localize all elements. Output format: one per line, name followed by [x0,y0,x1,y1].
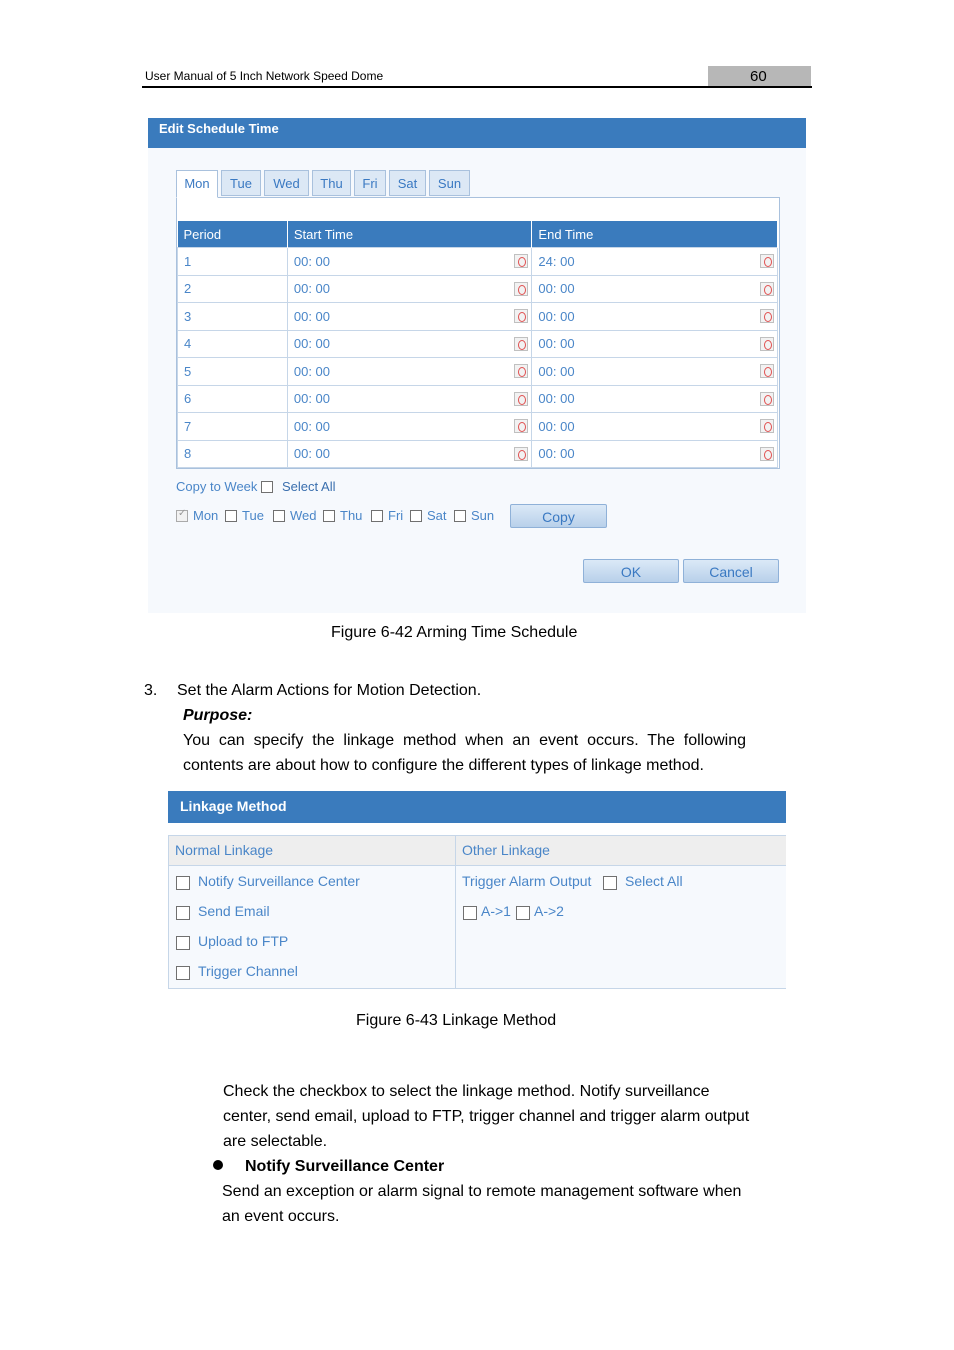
time-picker-icon[interactable] [760,282,774,296]
body-para-line-2: center, send email, upload to FTP, trigger channel and trigger alarm output [223,1108,750,1125]
period-cell-value: 4 [184,336,192,352]
tab-tue[interactable]: Tue [221,170,261,196]
upload-to-ftp-checkbox[interactable] [176,936,190,950]
copy-day-label-sun: Sun [471,508,495,523]
copy-button[interactable]: Copy [510,504,607,528]
end-time-cell[interactable] [532,358,778,386]
period-cell [178,413,288,441]
end-time-cell-value: 00: 00 [538,336,575,352]
table-row [178,303,778,331]
time-picker-icon[interactable] [514,392,528,406]
purpose-line-2: contents are about how to configure the different types of linkage method. [183,757,704,774]
tab-wed[interactable]: Wed [264,170,309,196]
start-time-cell-value: 00: 00 [293,308,331,324]
column-header-end-time: End Time [532,221,778,248]
step-number: 3. [144,682,158,699]
body-para2-line-2: an event occurs. [222,1208,340,1225]
alarm-output-a2-checkbox[interactable] [516,906,530,920]
schedule-dialog-title: Edit Schedule Time [159,121,279,136]
end-time-cell-value: 00: 00 [538,281,575,297]
copy-day-label-fri: Fri [388,508,404,523]
start-time-cell[interactable] [287,413,532,441]
body-para-line-1: Check the checkbox to select the linkage method. Notify surveillance [223,1083,710,1100]
purpose-label: Purpose: [183,707,253,724]
copy-day-checkbox-mon[interactable] [176,510,188,522]
schedule-table [177,221,778,468]
time-picker-icon[interactable] [514,309,528,323]
end-time-cell[interactable] [532,275,778,303]
column-header-start-time: Start Time [287,221,532,248]
period-cell-value: 7 [184,418,192,434]
trigger-channel-checkbox[interactable] [176,966,190,980]
end-time-cell[interactable] [532,385,778,413]
time-picker-icon[interactable] [514,337,528,351]
notify-surveillance-center-label: Notify Surveillance Center [198,873,360,889]
alarm-output-a2-label: A->2 [534,903,564,919]
start-time-cell[interactable] [287,248,532,276]
copy-day-label-tue: Tue [242,508,264,523]
page-number: 60 [750,68,767,85]
tab-mon[interactable]: Mon [176,170,218,198]
start-time-cell[interactable] [287,440,532,468]
linkage-title: Linkage Method [180,798,287,814]
end-time-cell-value: 00: 00 [538,308,575,324]
end-time-cell[interactable] [532,303,778,331]
end-time-cell-value: 00: 00 [538,391,575,407]
alarm-output-a1-label: A->1 [481,903,511,919]
time-picker-icon[interactable] [760,447,774,461]
period-cell-value: 8 [184,446,192,462]
copy-to-week-label: Copy to Week [176,479,258,494]
table-row [178,440,778,468]
end-time-cell-value: 00: 00 [538,418,575,434]
time-picker-icon[interactable] [760,337,774,351]
send-email-label: Send Email [198,903,270,919]
page-number-box [708,66,811,86]
start-time-cell-value: 00: 00 [293,281,331,297]
time-picker-icon[interactable] [514,447,528,461]
period-cell-value: 5 [184,363,192,379]
start-time-cell-value: 00: 00 [293,336,331,352]
trigger-alarm-output-label: Trigger Alarm Output [462,873,592,889]
period-cell-value: 3 [184,308,192,324]
end-time-cell-value: 24: 00 [538,253,575,269]
table-row [178,385,778,413]
start-time-cell-value: 00: 00 [293,253,331,269]
start-time-cell-value: 00: 00 [293,391,331,407]
copy-day-checkbox-sat[interactable] [410,510,422,522]
period-cell [178,275,288,303]
alarm-output-select-all-checkbox[interactable] [603,876,617,890]
copy-day-label-mon: Mon [193,508,219,523]
period-cell [178,385,288,413]
trigger-channel-label: Trigger Channel [198,963,298,979]
time-picker-icon[interactable] [514,254,528,268]
table-row [178,330,778,358]
time-picker-icon[interactable] [760,254,774,268]
table-row [178,358,778,386]
body-para2-line-1: Send an exception or alarm signal to remote management software when [222,1183,742,1200]
figure-caption-arming-time: Figure 6-42 Arming Time Schedule [331,624,578,641]
ok-button[interactable]: OK [583,559,679,583]
notify-surveillance-center-checkbox[interactable] [176,876,190,890]
copy-day-checkbox-thu[interactable] [323,510,335,522]
end-time-cell[interactable] [532,413,778,441]
period-cell [178,303,288,331]
start-time-cell[interactable] [287,303,532,331]
copy-day-checkbox-fri[interactable] [371,510,383,522]
time-picker-icon[interactable] [760,392,774,406]
period-cell [178,440,288,468]
copy-day-label-thu: Thu [340,508,363,523]
copy-day-label-wed: Wed [290,508,317,523]
end-time-cell-value: 00: 00 [538,446,575,462]
tab-sat[interactable]: Sat [389,170,426,196]
column-header-period: Period [178,221,288,248]
cancel-button[interactable]: Cancel [683,559,779,583]
period-cell-value: 1 [184,253,192,269]
copy-day-label-sat: Sat [427,508,447,523]
bullet-icon [213,1160,223,1170]
start-time-cell[interactable] [287,385,532,413]
time-picker-icon[interactable] [514,282,528,296]
linkage-divider [455,836,456,988]
tab-sun[interactable]: Sun [429,170,470,196]
figure-caption-linkage-method: Figure 6-43 Linkage Method [356,1012,557,1029]
table-row [178,275,778,303]
end-time-cell-value: 00: 00 [538,363,575,379]
start-time-cell[interactable] [287,358,532,386]
time-picker-icon[interactable] [514,419,528,433]
bullet-title: Notify Surveillance Center [245,1158,445,1175]
start-time-cell[interactable] [287,330,532,358]
start-time-cell-value: 00: 00 [293,363,331,379]
upload-to-ftp-label: Upload to FTP [198,933,289,949]
other-linkage-header: Other Linkage [462,842,550,858]
time-picker-icon[interactable] [760,364,774,378]
period-cell [178,358,288,386]
normal-linkage-header: Normal Linkage [175,842,274,858]
period-cell-value: 2 [184,281,192,297]
end-time-cell[interactable] [532,440,778,468]
header-title: User Manual of 5 Inch Network Speed Dome [145,69,384,83]
start-time-cell-value: 00: 00 [293,446,331,462]
time-picker-icon[interactable] [760,419,774,433]
step-text: Set the Alarm Actions for Motion Detection. [177,682,482,699]
tab-fri[interactable]: Fri [354,170,386,196]
table-row [178,248,778,276]
send-email-checkbox[interactable] [176,906,190,920]
time-picker-icon[interactable] [760,309,774,323]
end-time-cell[interactable] [532,248,778,276]
alarm-output-select-all-label: Select All [625,873,683,889]
start-time-cell[interactable] [287,275,532,303]
copy-day-checkbox-tue[interactable] [225,510,237,522]
body-para-line-3: are selectable. [223,1133,328,1150]
time-picker-icon[interactable] [514,364,528,378]
alarm-output-a1-checkbox[interactable] [463,906,477,920]
copy-day-checkbox-sun[interactable] [454,510,466,522]
period-cell [178,330,288,358]
header-rule [142,86,812,88]
tab-thu[interactable]: Thu [312,170,351,196]
end-time-cell[interactable] [532,330,778,358]
copy-day-checkbox-wed[interactable] [273,510,285,522]
purpose-line-1: You can specify the linkage method when an event occurs. The following [183,732,746,749]
period-cell [178,248,288,276]
select-all-label: Select All [282,479,336,494]
period-cell-value: 6 [184,391,192,407]
start-time-cell-value: 00: 00 [293,418,331,434]
select-all-checkbox[interactable] [261,481,273,493]
table-row [178,413,778,441]
